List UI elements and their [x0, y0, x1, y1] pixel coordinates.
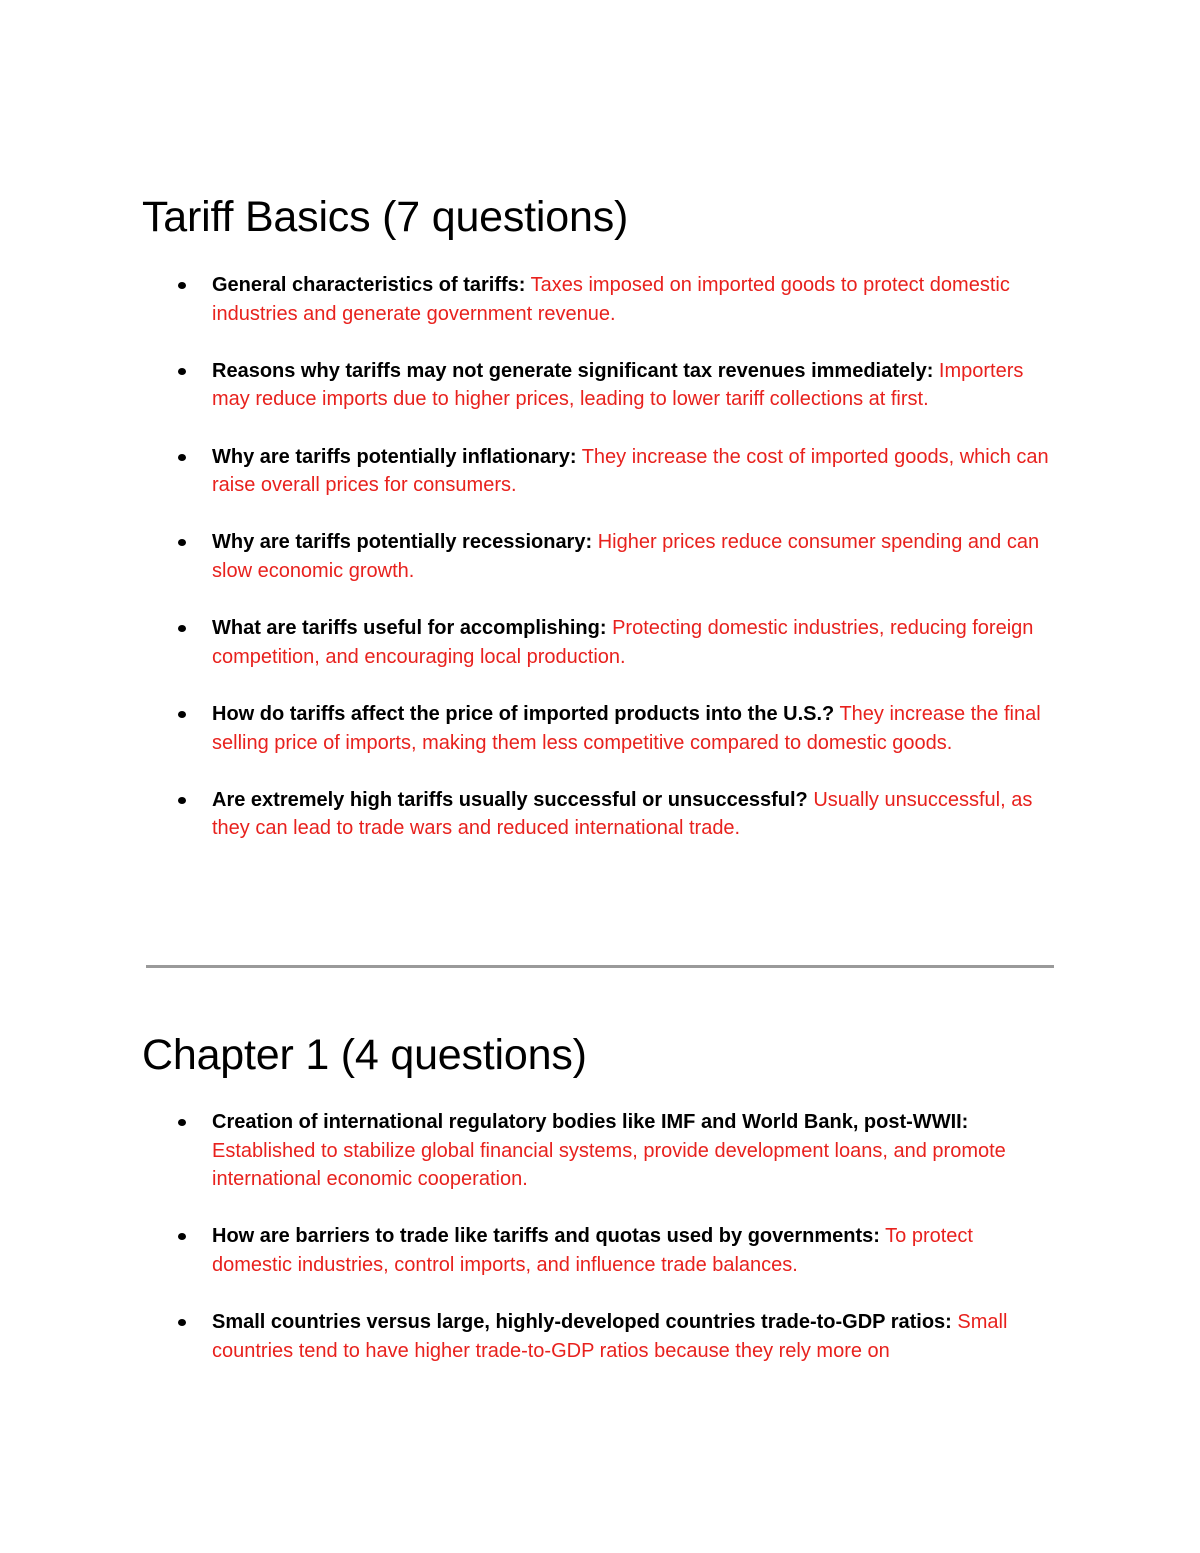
- answer-text: Importers may reduce imports due to higher prices, leading to lower tariff collections at first.: [212, 359, 1024, 411]
- bullet-icon: [178, 454, 186, 461]
- question-text: Reasons why tariffs may not generate significant tax revenues immediately:: [212, 359, 934, 382]
- list-item: [212, 271, 1052, 328]
- bullet-icon: [178, 711, 186, 718]
- list-item: [212, 1222, 1052, 1279]
- question-text: Why are tariffs potentially recessionary:: [212, 531, 593, 554]
- question-text: What are tariffs useful for accomplishing:: [212, 617, 607, 640]
- question-text: Creation of international regulatory bodies like IMF and World Bank, post-WWII:: [212, 1111, 969, 1133]
- answer-text: Protecting domestic industries, reducing foreign competition, and encouraging local production.: [212, 617, 1034, 668]
- bullet-icon: [178, 282, 186, 289]
- list-item: [212, 1308, 1052, 1365]
- answer-text: Usually unsuccessful, as they can lead to trade wars and reduced international trade.: [212, 788, 1033, 840]
- section-divider: [146, 965, 1054, 968]
- bullet-icon: [178, 1119, 186, 1126]
- answer-text: They increase the final selling price of imports, making them less competitive compared to domestic goods.: [212, 702, 1041, 754]
- answer-text: They increase the cost of imported goods, which can raise overall prices for consumers.: [212, 445, 1049, 497]
- list-item: [212, 614, 1052, 671]
- list-item: [212, 443, 1052, 500]
- bullet-icon: [178, 1233, 186, 1240]
- answer-text: Established to stabilize global financial systems, provide development loans, and promote international economic cooperation.: [212, 1139, 1006, 1191]
- answer-text: To protect domestic industries, control imports, and influence trade balances.: [212, 1225, 973, 1276]
- list-item: [212, 786, 1052, 843]
- answer-text: Small countries tend to have higher trade-to-GDP ratios because they rely more on: [212, 1311, 1008, 1362]
- list-item: [212, 357, 1052, 414]
- question-text: How are barriers to trade like tariffs and quotas used by governments:: [212, 1225, 880, 1248]
- bullet-icon: [178, 625, 186, 632]
- list-item: [212, 700, 1052, 757]
- question-text: Are extremely high tariffs usually successful or unsuccessful?: [212, 788, 808, 811]
- bullet-icon: [178, 539, 186, 546]
- question-text: Small countries versus large, highly-developed countries trade-to-GDP ratios:: [212, 1311, 952, 1334]
- bullet-icon: [178, 797, 186, 804]
- section-title-chapter-1: Chapter 1 (4 questions): [142, 1031, 587, 1079]
- question-text: How do tariffs affect the price of imported products into the U.S.?: [212, 702, 835, 725]
- question-text: Why are tariffs potentially inflationary:: [212, 445, 577, 468]
- answer-text: Taxes imposed on imported goods to protect domestic industries and generate government revenue.: [212, 274, 1010, 325]
- question-list-chapter-1: [212, 1108, 1052, 1394]
- bullet-icon: [178, 1319, 186, 1326]
- question-text: General characteristics of tariffs:: [212, 274, 526, 296]
- list-item: [212, 528, 1052, 585]
- answer-text: Higher prices reduce consumer spending and can slow economic growth.: [212, 531, 1040, 582]
- list-item: [212, 1108, 1052, 1194]
- question-list-tariff-basics: [212, 271, 1052, 871]
- bullet-icon: [178, 368, 186, 375]
- section-title-tariff-basics: Tariff Basics (7 questions): [142, 193, 629, 241]
